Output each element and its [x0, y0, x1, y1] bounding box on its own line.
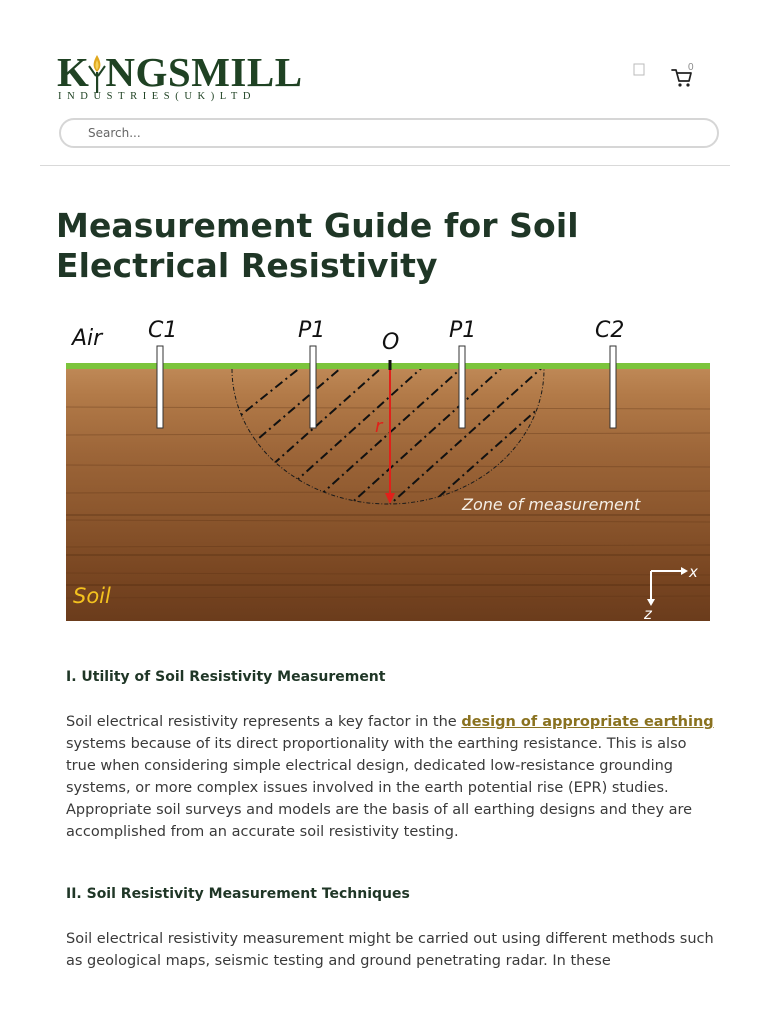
- label-c1: C1: [148, 318, 178, 343]
- soil-label: Soil: [73, 584, 111, 608]
- radius-label: r: [375, 416, 383, 437]
- air-label: Air: [72, 326, 103, 351]
- logo-subtitle: INDUSTRIES(UK)LTD: [58, 91, 257, 102]
- user-icon[interactable]: [633, 63, 645, 76]
- electrode-p1-right: [459, 346, 465, 428]
- label-p1-left: P1: [298, 318, 326, 343]
- search-input[interactable]: [88, 124, 688, 142]
- zone-label: Zone of measurement: [462, 495, 641, 514]
- section-paragraph-utility: Soil electrical resistivity represents a key factor in the design of appropriate earthing systems because of its direct proportionality with the earthing resistance. This is also true when considering simple electrical design, dedicated low-resistance grounding systems, or more complex issues involved in the earth potential rise (EPR) studies. Appropriate soil surveys and models are the basis of all earthing designs and they are accomplished from an accurate soil resistivity testing.: [66, 714, 714, 840]
- axis-x-label: x: [689, 563, 698, 581]
- section-heading-techniques: II. Soil Resistivity Measurement Techniques: [66, 886, 410, 902]
- label-c2: C2: [595, 318, 625, 343]
- earthing-design-link[interactable]: design of appropriate earthing: [461, 714, 714, 730]
- section-heading-utility: I. Utility of Soil Resistivity Measurement: [66, 669, 386, 685]
- axis-z-label: z: [644, 605, 652, 621]
- label-origin: O: [382, 330, 400, 355]
- electrode-p1-left: [310, 346, 316, 428]
- cart-count-badge: 0: [688, 62, 694, 73]
- search-bar: [59, 118, 719, 148]
- electrode-c2: [610, 346, 616, 428]
- logo-wordmark: K NGSMILL: [57, 49, 303, 95]
- site-header: [0, 0, 768, 167]
- section-paragraph-techniques: Soil electrical resistivity measurement might be carried out using different methods such as geological maps, seismic testing and ground penetrating radar. In these: [66, 931, 714, 969]
- label-p1-right: P1: [449, 318, 477, 343]
- flame-icon: [88, 54, 106, 94]
- header-divider: [40, 165, 730, 166]
- kingsmill-logo[interactable]: [57, 49, 303, 104]
- soil-resistivity-diagram: [66, 315, 710, 621]
- page-title: Measurement Guide for Soil Electrical Resistivity: [56, 206, 579, 285]
- electrode-c1: [157, 346, 163, 428]
